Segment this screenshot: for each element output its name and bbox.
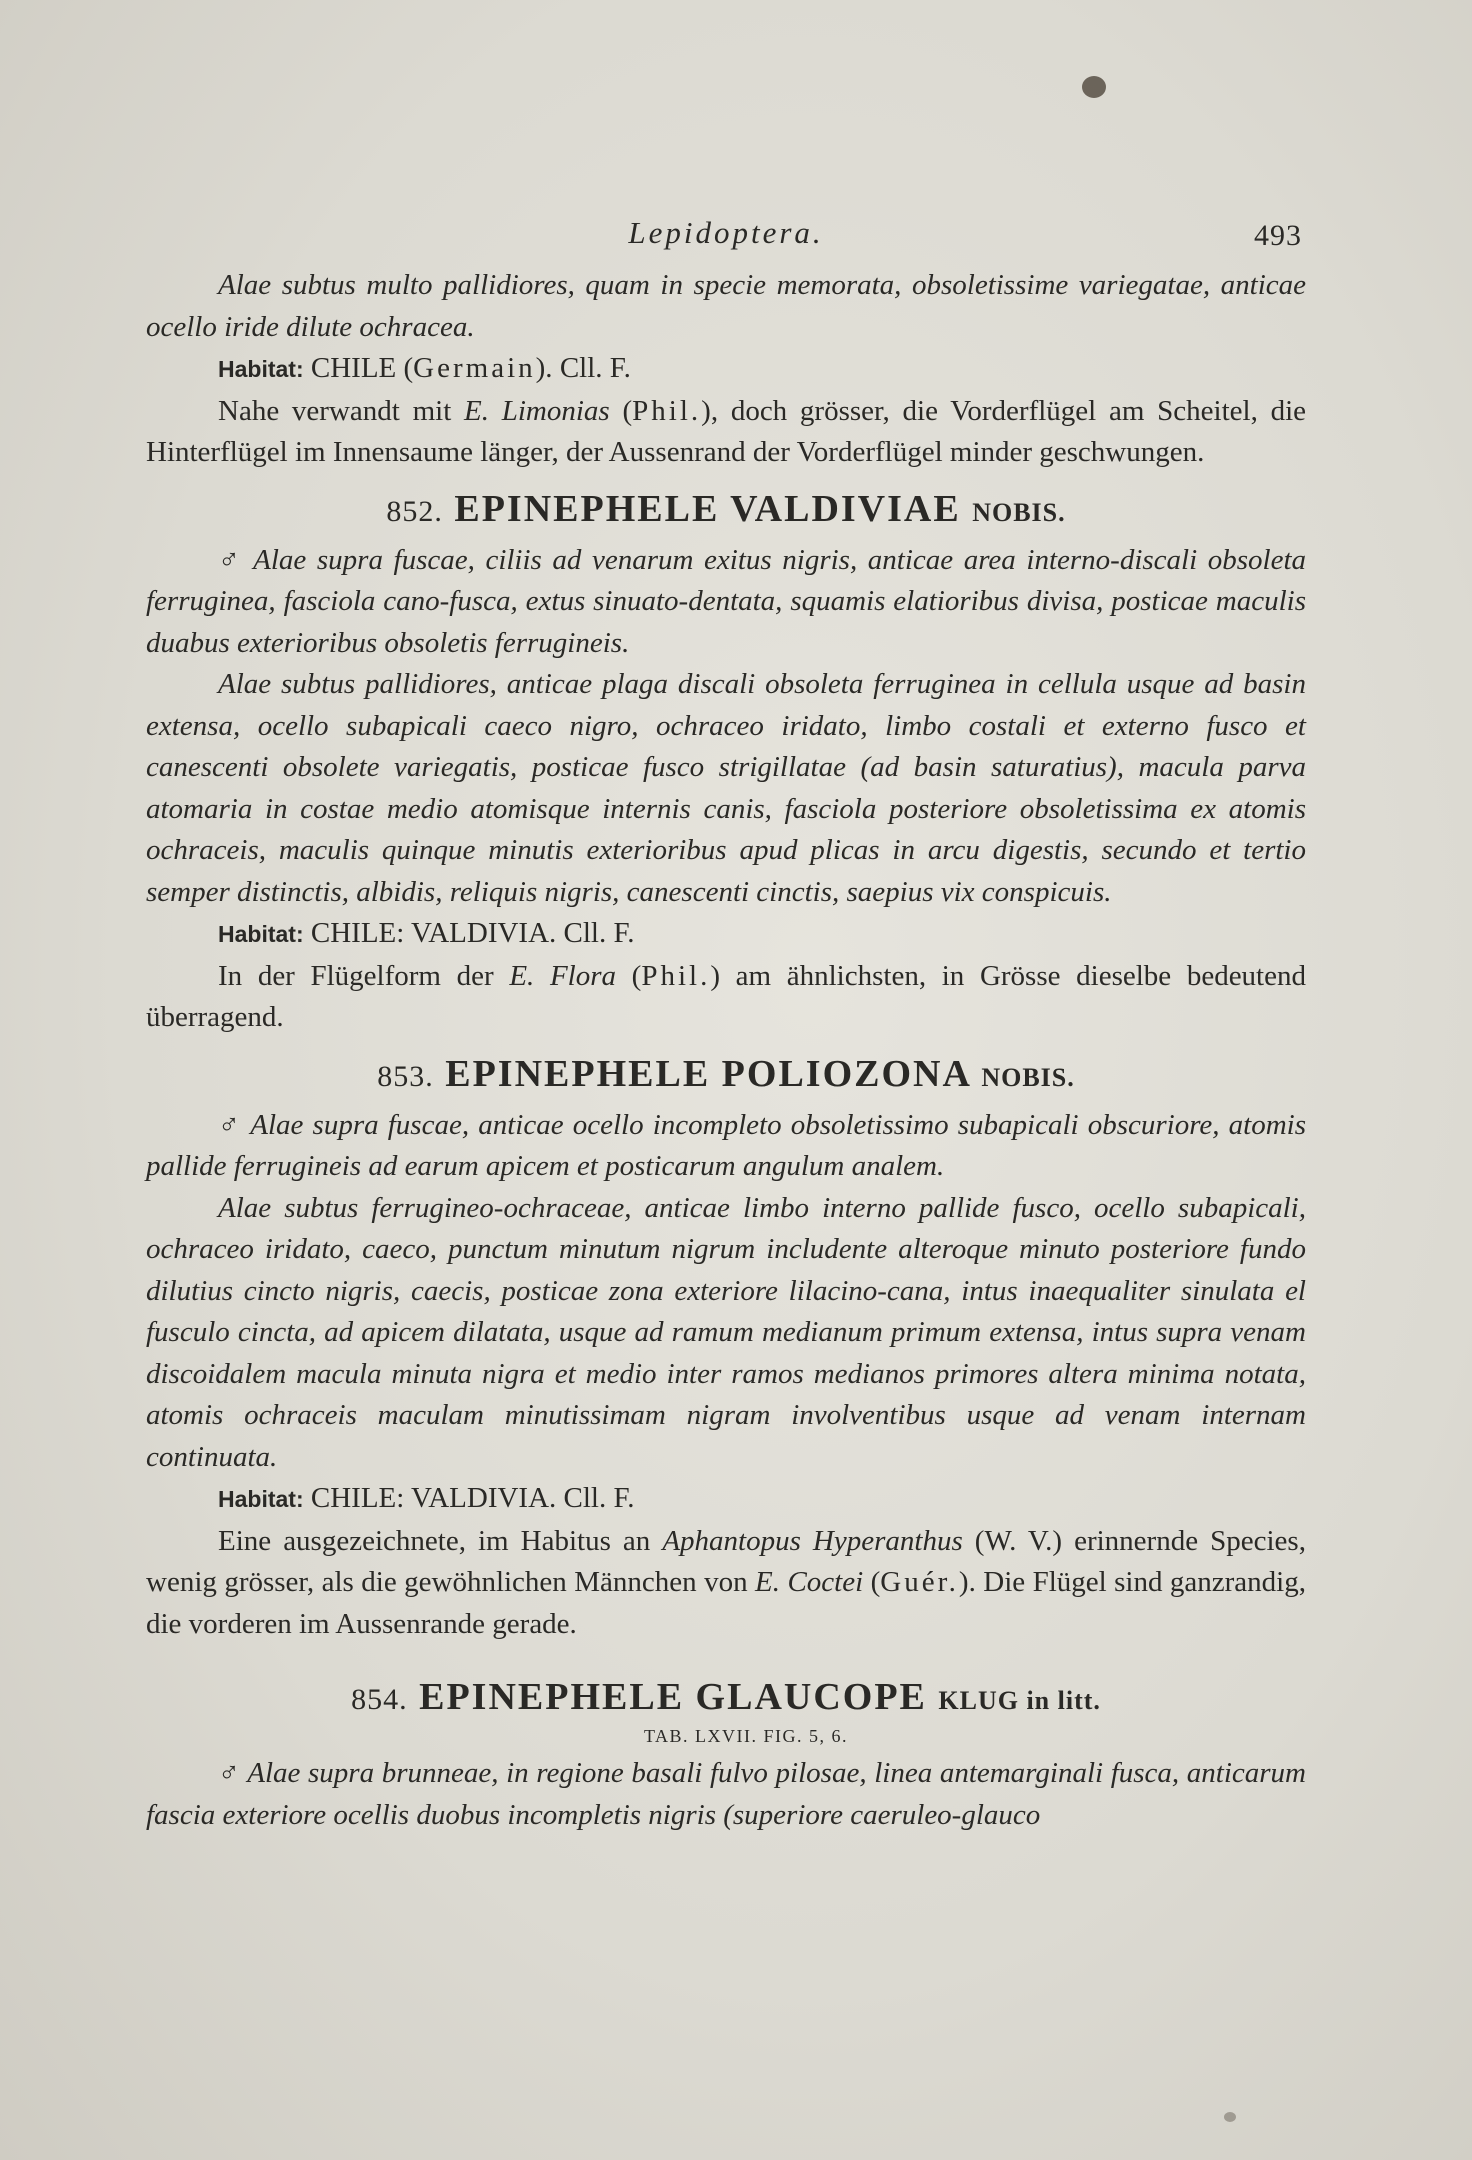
german-note: Nahe verwandt mit E. Limonias (Phil.), doch grösser, die Vorderflügel am Scheitel, die Hinterflügel im Innensaume länger, der Aussenrand der Vorderflügel minder geschwungen. [146,394,1306,468]
note-text: erinnernde Species, wenig grösser, als die gewöhnlichen Männchen von [146,1524,1306,1598]
note-text: . Die Flügel sind ganzrandig, die vorderen im Aussenrande gerade. [146,1566,1306,1640]
male-symbol-icon: ♂ [218,1757,241,1789]
collector-name: Germain [413,352,536,384]
habitat-label: Habitat: [218,356,304,382]
latin-description [146,1753,1306,1836]
note-text: In der Flügelform der [218,959,494,992]
species-number: 853. [377,1059,434,1093]
note-text: Nahe verwandt mit [218,394,452,427]
ink-stain [1082,76,1106,98]
habitat-place: CHILE [310,352,397,384]
male-symbol-icon: ♂ [218,1108,242,1141]
habitat-label: Habitat: [218,1486,304,1512]
author-ref: W. V. [984,1524,1053,1557]
species-ref: Aphantopus Hyperanthus [662,1524,963,1557]
habitat-text: CHILE: VALDIVIA. Cll. F. [310,1482,635,1514]
page-number: 493 [1254,219,1302,252]
latin-description: Alae subtus ferrugineo-ochraceae, anticae limbo interno pallide fusco, ocello subapicali, ochraceo iridato, caeco, punctum minutum nigrum includente alteroque minuto posteriore fundo dilutius cincto nigris, caecis, posticae zona exteriore lilacino-cana, intus inaequaliter sinulata el fusculo cincta, ad apicem dilatata, usque ad ramum medianum primum extensa, intus supra venam discoidalem macula minuta nigra et medio inter ramos medianos primores altera minima notata, atomis ochraceis maculam minutissimam nigram involventibus usque ad venam internam continuata. [146,1191,1306,1473]
species-heading [146,1675,1306,1723]
habitat-label: Habitat: [218,921,304,947]
species-name: EPINEPHELE VALDIVIAE [454,487,961,530]
author-ref: Phil. [632,394,702,427]
author-ref: Phil. [641,959,711,992]
german-note: Eine ausgezeichnete, im Habitus an Aphantopus Hyperanthus (W. V.) erinnernde Species, wenig grösser, als die gewöhnlichen Männchen von E. Coctei (Guér.). Die Flügel sind ganzrandig, die vorderen im Aussenrande gerade. [146,1524,1306,1640]
species-ref: E. Flora [509,959,617,992]
species-author: NOBIS. [972,497,1066,527]
habitat-line [146,913,1306,956]
species-number: 852. [386,494,443,528]
note-text: am ähnlichsten, in Grösse dieselbe bedeutend überragend. [146,959,1306,1033]
text-block [146,205,1306,1836]
plate-reference: TAB. LXVII. FIG. 5, 6. [643,1726,849,1746]
habitat-line: Habitat: CHILE (Germain). Cll. F. [218,352,631,384]
german-note: In der Flügelform der E. Flora (Phil.) am ähnlichsten, in Grösse dieselbe bedeutend überragend. [146,959,1306,1033]
collection-ref: Cll. F. [559,352,631,384]
latin-description: Alae subtus multo pallidiores, quam in specie memorata, obsoletissime variegatae, anticae ocello iride dilute ochracea. [146,269,1306,343]
latin-text: Alae supra fuscae, ciliis ad venarum exitus nigris, anticae area interno-discali obsoleta ferruginea, fasciola cano-fusca, extus sinuato-dentata, squamis elatioribus divisa, posticae maculis duabus exterioribus obsoletis ferrugineis. [146,543,1306,659]
note-text: , doch grösser, die Vorderflügel am Scheitel, die Hinterflügel im Innensaume länger, der Aussenrand der Vorderflügel minder geschwungen. [146,394,1306,468]
male-symbol-icon: ♂ [218,543,244,576]
species-name: EPINEPHELE POLIOZONA [445,1052,970,1095]
species-ref: E. Limonias [464,394,610,427]
species-name: EPINEPHELE GLAUCOPE [419,1676,927,1718]
ink-stain [1224,2112,1236,2122]
note-text: Eine ausgezeichnete, im Habitus an [218,1524,651,1557]
species-author: KLUG in litt. [938,1686,1101,1715]
running-head [146,205,1306,265]
species-ref: E. Coctei [755,1566,864,1598]
species-number: 854. [351,1683,408,1716]
latin-description: Alae subtus pallidiores, anticae plaga discali obsoleta ferruginea in cellula usque ad basin extensa, ocello subapicali caeco nigro, ochraceo iridato, limbo costali et externo fusco et canescenti obsolete variegatis, posticae fusco strigillatae (ad basin saturatius), macula parva atomaria in costae medio atomisque internis canis, fasciola posteriore obsoletissima ex atomis ochraceis, maculis quinque minutis exterioribus apud plicas in arcu digestis, secundo et tertio semper distinctis, albidis, reliquis nigris, canescenti cinctis, saepius vix conspicuis. [146,668,1306,908]
latin-description [146,540,1306,665]
author-ref: Guér. [880,1566,959,1598]
latin-description [146,1105,1306,1188]
species-heading [146,1049,1306,1103]
running-title: Lepidoptera. [628,215,824,250]
habitat-text: CHILE: VALDIVIA. Cll. F. [310,917,635,949]
latin-text: Alae supra fuscae, anticae ocello incompleto obsoletissimo subapicali obscuriore, atomis pallide ferrugineis ad earum apicem et posticarum angulum analem. [146,1108,1307,1182]
species-heading [146,484,1306,538]
latin-text: Alae supra brunneae, in regione basali fulvo pilosae, linea antemarginali fusca, anticarum fascia exteriore ocellis duobus incompletis nigris (superiore caeruleo-glauco [146,1757,1306,1831]
species-author: NOBIS. [981,1062,1075,1092]
habitat-line [146,1478,1306,1521]
